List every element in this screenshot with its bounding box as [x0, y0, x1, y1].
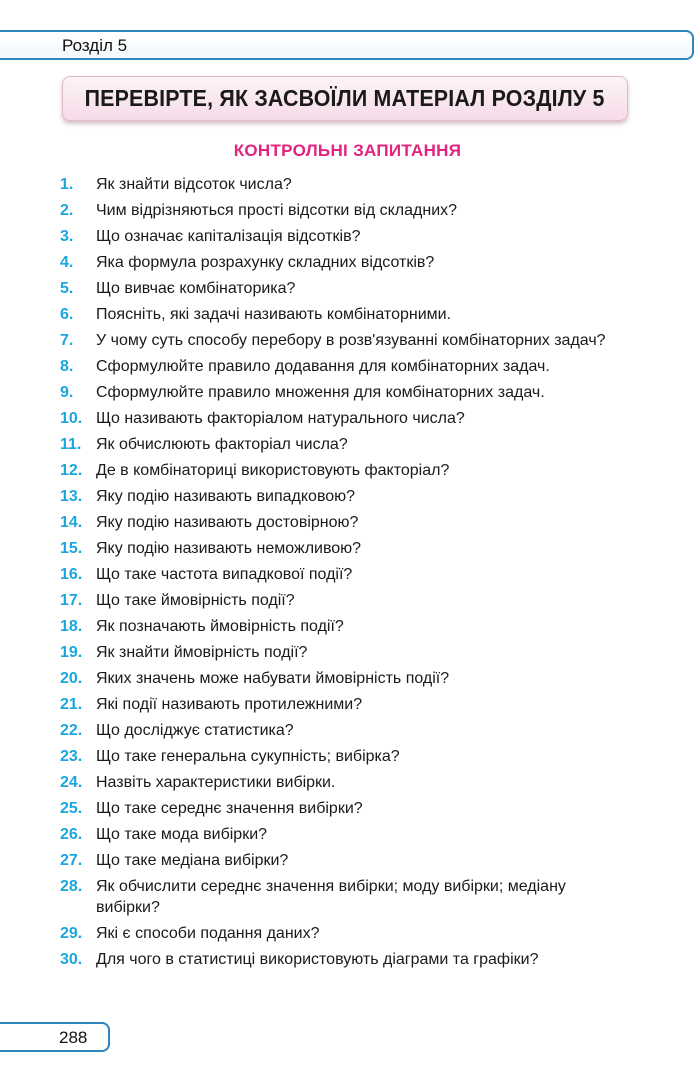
question-text: Для чого в статистиці використовують діаграми та графіки?: [96, 951, 539, 968]
question-text: Назвіть характеристики вибірки.: [96, 774, 336, 791]
question-number: 15.: [60, 540, 83, 557]
question-item: [60, 486, 632, 507]
question-item: [60, 798, 632, 819]
section-subheading: КОНТРОЛЬНІ ЗАПИТАННЯ: [233, 141, 462, 160]
question-item: [60, 850, 632, 871]
question-number: 13.: [60, 488, 83, 505]
question-item: [60, 460, 632, 481]
question-item: [60, 200, 632, 221]
question-number: 9.: [60, 384, 74, 401]
question-item: [60, 642, 632, 663]
question-item: [60, 616, 632, 637]
question-text: Яку подію називають випадковою?: [96, 488, 356, 505]
question-text: Сформулюйте правило множення для комбінаторних задач.: [96, 384, 545, 401]
question-number: 11.: [60, 436, 82, 453]
question-text: Що таке мода вибірки?: [96, 826, 268, 843]
question-item: [60, 538, 632, 559]
question-item: [60, 720, 632, 741]
question-text: Як обчислити середнє значення вибірки; моду вибірки; медіану вибірки?: [96, 878, 566, 916]
question-number: 18.: [60, 618, 83, 635]
question-number: 16.: [60, 566, 83, 583]
question-number: 23.: [60, 748, 83, 765]
question-item: [60, 434, 632, 455]
question-item: [60, 949, 632, 970]
question-text: Яку подію називають неможливою?: [96, 540, 362, 557]
question-number: 3.: [60, 228, 74, 245]
question-item: [60, 668, 632, 689]
question-text: Що називають факторіалом натурального числа?: [96, 410, 465, 427]
question-text: Яка формула розрахунку складних відсотків?: [96, 254, 435, 271]
question-number: 8.: [60, 358, 74, 375]
question-item: [60, 772, 632, 793]
question-text: Як позначають ймовірність події?: [96, 618, 344, 635]
question-text: Як знайти відсоток числа?: [96, 176, 292, 193]
question-item: [60, 278, 632, 299]
question-item: [60, 824, 632, 845]
question-item: [60, 226, 632, 247]
question-number: 14.: [60, 514, 83, 531]
question-item: [60, 408, 632, 429]
question-number: 4.: [60, 254, 74, 271]
question-item: [60, 330, 632, 351]
question-item: [60, 252, 632, 273]
question-number: 28.: [60, 878, 83, 895]
question-item: [60, 876, 632, 918]
question-text: Що таке частота випадкової події?: [96, 566, 353, 583]
question-item: [60, 356, 632, 377]
question-text: Що таке ймовірність події?: [96, 592, 295, 609]
question-number: 20.: [60, 670, 83, 687]
question-text: Де в комбінаториці використовують факторіал?: [96, 462, 450, 479]
question-item: [60, 174, 632, 195]
question-text: Яку подію називають достовірною?: [96, 514, 359, 531]
header-bar: [0, 30, 694, 60]
question-number: 1.: [60, 176, 74, 193]
question-item: [60, 694, 632, 715]
question-item: [60, 382, 632, 403]
question-number: 25.: [60, 800, 83, 817]
question-number: 19.: [60, 644, 83, 661]
question-text: Які події називають протилежними?: [96, 696, 363, 713]
question-text: Що таке середнє значення вибірки?: [96, 800, 363, 817]
questions-list: [60, 174, 632, 975]
question-item: [60, 590, 632, 611]
question-number: 26.: [60, 826, 83, 843]
page-title: ПЕРЕВІРТЕ, ЯК ЗАСВОЇЛИ МАТЕРІАЛ РОЗДІЛУ 5: [84, 85, 606, 111]
question-number: 21.: [60, 696, 83, 713]
question-number: 2.: [60, 202, 74, 219]
question-item: [60, 923, 632, 944]
question-number: 29.: [60, 925, 83, 942]
question-number: 5.: [60, 280, 74, 297]
question-text: Поясніть, які задачі називають комбінаторними.: [96, 306, 452, 323]
page-number-box: [0, 1022, 110, 1052]
page-number: 288: [59, 1028, 88, 1047]
question-number: 6.: [60, 306, 74, 323]
question-number: 30.: [60, 951, 83, 968]
question-text: Що таке генеральна сукупність; вибірка?: [96, 748, 400, 765]
question-number: 7.: [60, 332, 74, 349]
question-item: [60, 512, 632, 533]
question-number: 12.: [60, 462, 83, 479]
question-item: [60, 304, 632, 325]
question-number: 22.: [60, 722, 83, 739]
question-item: [60, 564, 632, 585]
section-label: Розділ 5: [62, 36, 128, 55]
question-text: Як знайти ймовірність події?: [96, 644, 308, 661]
question-number: 24.: [60, 774, 83, 791]
question-number: 10.: [60, 410, 83, 427]
question-text: Чим відрізняються прості відсотки від складних?: [96, 202, 458, 219]
question-text: Що таке медіана вибірки?: [96, 852, 289, 869]
question-text: Яких значень може набувати ймовірність події?: [96, 670, 450, 687]
question-text: Що вивчає комбінаторика?: [96, 280, 296, 297]
question-number: 27.: [60, 852, 83, 869]
question-text: Що досліджує статистика?: [96, 722, 294, 739]
question-item: [60, 746, 632, 767]
title-box: [62, 76, 628, 121]
question-text: Як обчислюють факторіал числа?: [96, 436, 348, 453]
question-text: У чому суть способу перебору в розв'язуванні комбінаторних задач?: [96, 332, 606, 349]
question-number: 17.: [60, 592, 83, 609]
question-text: Що означає капіталізація відсотків?: [96, 228, 361, 245]
question-text: Які є способи подання даних?: [96, 925, 320, 942]
question-text: Сформулюйте правило додавання для комбінаторних задач.: [96, 358, 550, 375]
